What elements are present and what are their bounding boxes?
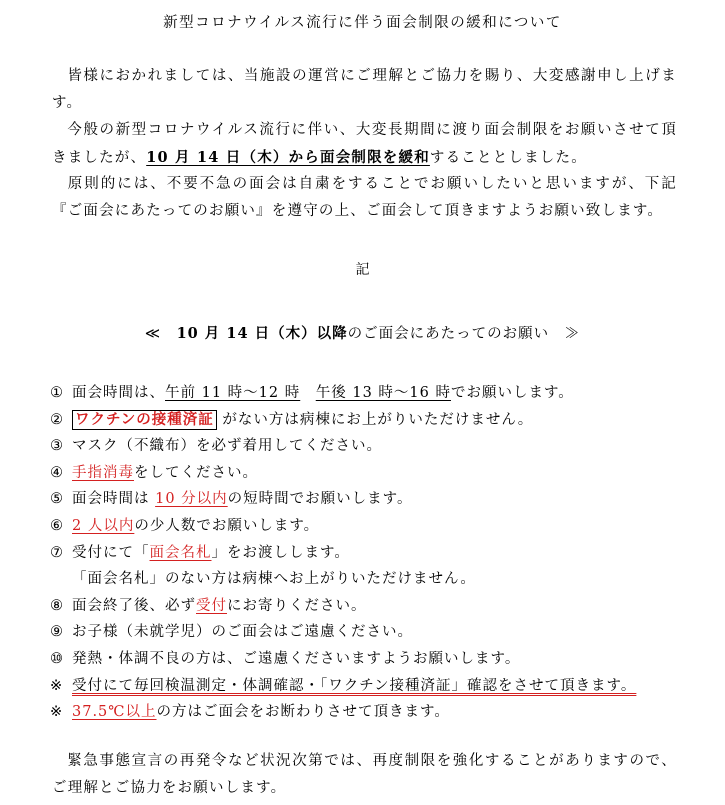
document-title: 新型コロナウイルス流行に伴う面会制限の緩和について: [163, 15, 562, 31]
list-item-3: [50, 433, 690, 460]
list-item-7: [50, 540, 690, 567]
subtitle-rest: のご面会にあたってのお願い ≫: [347, 326, 581, 342]
paragraph-gratitude-text: 皆様におかれましては、当施設の運営にご理解とご協力を賜り、大変感謝申し上げます。: [52, 68, 677, 111]
item-marker: ⑥: [50, 517, 64, 534]
list-item-1: [50, 380, 690, 407]
time-limit-highlight: 10 分以内: [155, 491, 228, 508]
item-text: 発熱・体調不良の方は、ご遠慮くださいますようお願いします。: [72, 650, 521, 667]
item-marker: ⑦: [50, 544, 64, 561]
item-marker: ③: [50, 438, 64, 455]
paragraph-relaxation-post: することとしました。: [429, 150, 587, 166]
ki-marker: 記: [355, 262, 370, 278]
paragraph-relaxation-pre: 今般の新型コロナウイルス流行に伴い、大変長期間に渡り面会制限をお願いさせて頂きましたが、: [52, 122, 677, 166]
people-limit-highlight: 2 人以内: [72, 517, 135, 534]
list-item-5: [50, 486, 690, 513]
requests-subtitle: [0, 322, 725, 343]
list-item-6: [50, 513, 690, 540]
checkup-note: 受付にて毎回検温測定・体調確認・「ワクチン接種済証」確認をさせて頂きます。: [72, 677, 637, 694]
note-marker: ※: [50, 677, 64, 694]
item-text: でお願いします。: [450, 385, 574, 401]
list-item-7-note: [50, 566, 690, 593]
temperature-highlight: 37.5℃以上: [72, 704, 157, 721]
paragraph-principle: [52, 171, 677, 225]
item-text: の方はご面会をお断わりさせて頂きます。: [156, 704, 450, 721]
afternoon-hours: 午後 13 時～16 時: [315, 385, 451, 401]
item-marker: ⑧: [50, 597, 64, 614]
relaxation-date-emphasis: 10 月 14 日（木）から面会制限を緩和: [146, 149, 430, 166]
item-text: にお寄りください。: [227, 597, 367, 614]
list-item-2: [50, 407, 690, 434]
visitor-tag-highlight: 面会名札: [149, 544, 212, 561]
reception-highlight: 受付: [196, 597, 227, 614]
list-item-4: [50, 460, 690, 487]
item-text: をしてください。: [134, 464, 258, 481]
item-marker: ⑨: [50, 624, 64, 641]
paragraph-closing: [52, 748, 677, 802]
note-marker: ※: [50, 704, 64, 721]
paragraph-relaxation: [52, 117, 677, 172]
item-text: 」をお渡しします。: [211, 544, 350, 561]
item-marker: ⑤: [50, 491, 64, 508]
item-text: の短時間でお願いします。: [227, 491, 413, 508]
item-text: 「面会名札」のない方は病棟へお上がりいただけません。: [72, 571, 476, 588]
item-text: の少人数でお願いします。: [134, 517, 320, 534]
item-marker: ②: [50, 411, 64, 428]
item-marker: ④: [50, 464, 64, 481]
subtitle-date: 10 月 14 日（木）以降: [176, 325, 348, 342]
request-list: [50, 380, 690, 726]
morning-hours: 午前 11 時～12 時: [165, 385, 301, 401]
item-marker: ⑩: [50, 650, 64, 667]
vaccine-certificate-box: ワクチンの接種済証: [72, 410, 217, 430]
item-text: 面会時間は: [72, 491, 156, 508]
paragraph-gratitude: [52, 63, 677, 117]
paragraph-closing-text: 緊急事態宣言の再発令など状況次第では、再度制限を強化することがありますので、ご理解とご協力をお願いします。: [52, 753, 677, 796]
list-item-10: [50, 646, 690, 673]
item-text: 面会時間は、: [72, 385, 165, 401]
list-item-8: [50, 593, 690, 620]
note-item-1: [50, 673, 690, 700]
list-item-9: [50, 619, 690, 646]
paragraph-principle-text: 原則的には、不要不急の面会は自粛をすることでお願いしたいと思いますが、下記『ご面会にあたってのお願い』を遵守の上、ご面会して頂きますようお願い致します。: [52, 176, 677, 219]
item-text: マスク（不織布）を必ず着用してください。: [72, 438, 382, 455]
hand-sanitize-highlight: 手指消毒: [72, 464, 134, 481]
item-marker: ①: [50, 385, 64, 401]
subtitle-open: ≪: [144, 326, 177, 342]
item-text: 受付にて「: [72, 544, 150, 561]
item-text: がない方は病棟にお上がりいただけません。: [216, 411, 534, 428]
item-spacer: [300, 385, 316, 401]
item-text: お子様（未就学児）のご面会はご遠慮ください。: [72, 624, 413, 641]
item-text: 面会終了後、必ず: [72, 597, 196, 614]
note-item-2: [50, 699, 690, 726]
